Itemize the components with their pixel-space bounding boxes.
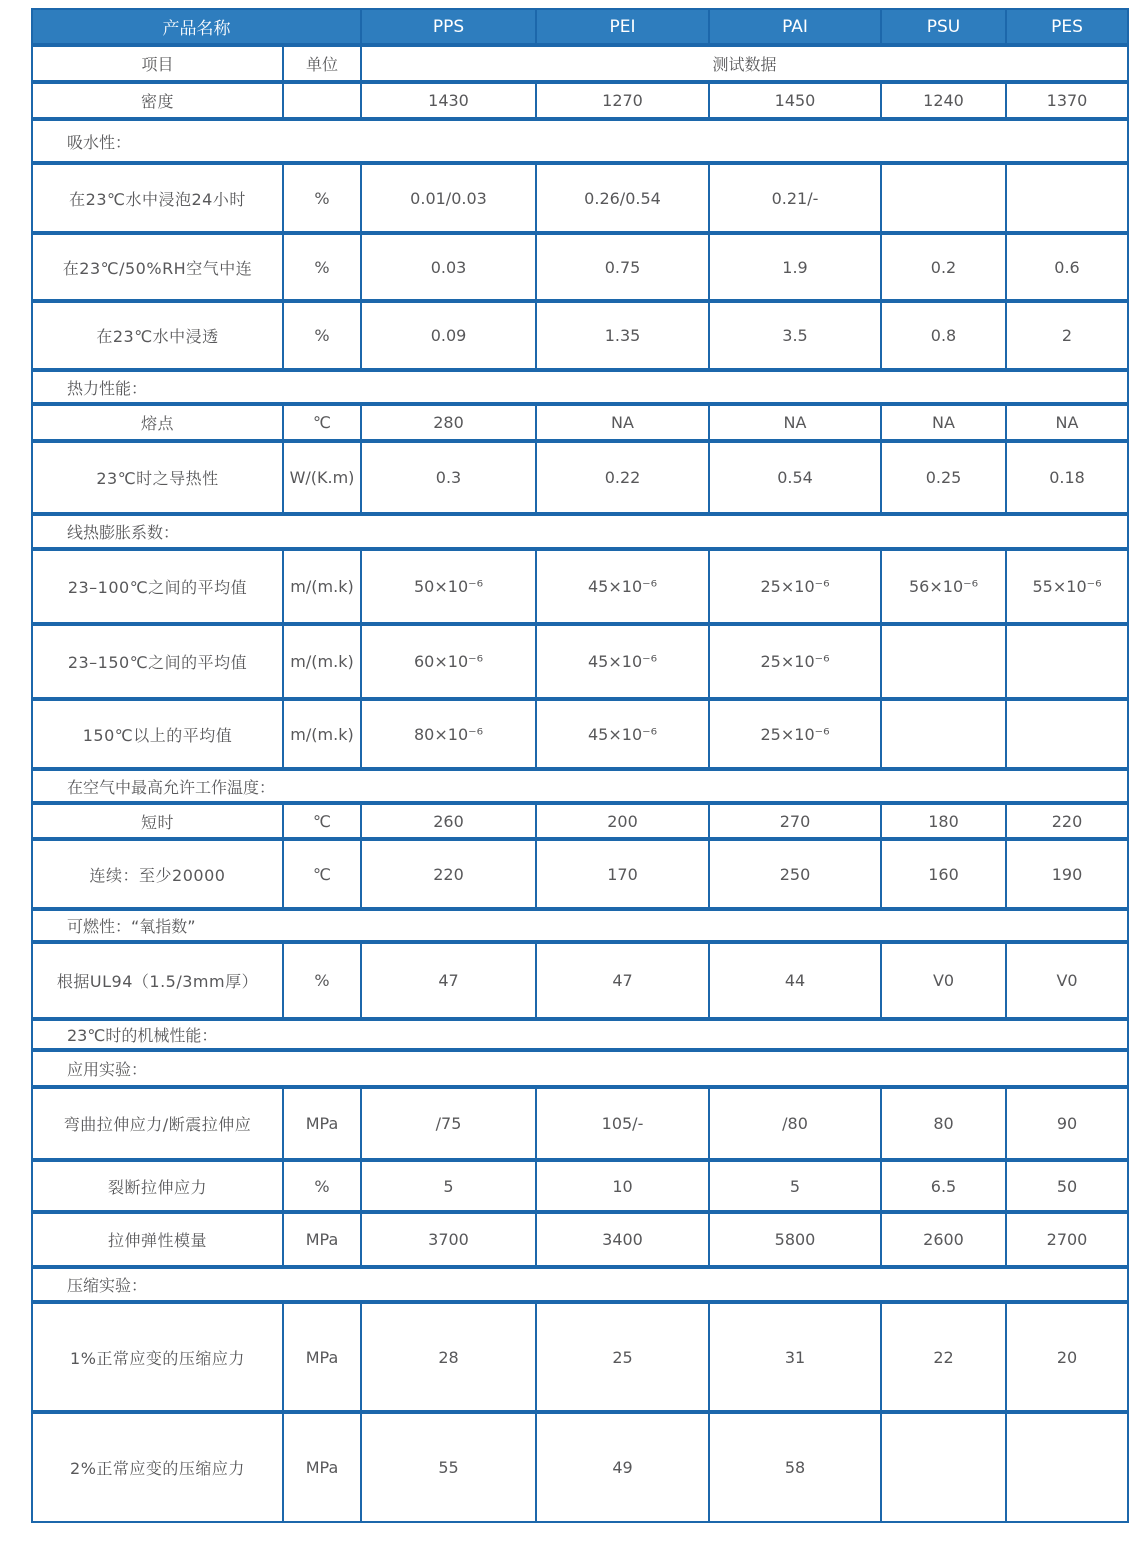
value-cell: 1450 [709,82,881,119]
table-row [32,1087,1128,1160]
value-cell: 1240 [881,82,1006,119]
unit-cell: ℃ [283,803,361,839]
section-row [32,769,1128,803]
value-cell [881,624,1006,699]
value-cell: 45×10⁻⁶ [536,699,709,769]
value-cell: 25×10⁻⁶ [709,549,881,624]
value-cell: 60×10⁻⁶ [361,624,536,699]
section-row [32,514,1128,549]
value-cell [881,1412,1006,1522]
value-cell: 0.6 [1006,233,1128,301]
value-cell: 2600 [881,1212,1006,1267]
value-cell: 58 [709,1412,881,1522]
section-label: 23℃时的机械性能： [32,1019,1128,1050]
section-label: 线热膨胀系数： [32,514,1128,549]
unit-cell: ℃ [283,839,361,909]
value-cell: 50 [1006,1160,1128,1212]
section-label: 热力性能： [32,370,1128,404]
value-cell: 3400 [536,1212,709,1267]
section-row [32,370,1128,404]
section-label: 压缩实验： [32,1267,1128,1302]
value-cell: V0 [1006,942,1128,1019]
value-cell: 1.35 [536,301,709,370]
unit-cell: MPa [283,1087,361,1160]
value-cell: 44 [709,942,881,1019]
value-cell: /80 [709,1087,881,1160]
table-row [32,82,1128,119]
value-cell: 0.21/- [709,163,881,233]
column-header-psu: PSU [881,9,1006,45]
value-cell: 47 [361,942,536,1019]
value-cell: NA [1006,404,1128,441]
table-row [32,1160,1128,1212]
value-cell: 55 [361,1412,536,1522]
value-cell: 180 [881,803,1006,839]
table-row [32,1212,1128,1267]
row-label: 熔点 [32,404,283,441]
table-row [32,699,1128,769]
value-cell: 170 [536,839,709,909]
table-row [32,942,1128,1019]
table-row [32,624,1128,699]
value-cell: 0.54 [709,441,881,514]
value-cell: 0.09 [361,301,536,370]
value-cell: 1270 [536,82,709,119]
value-cell [1006,699,1128,769]
table-row [32,839,1128,909]
unit-cell: % [283,942,361,1019]
section-label: 在空气中最高允许工作温度： [32,769,1128,803]
value-cell: 1370 [1006,82,1128,119]
value-cell: 260 [361,803,536,839]
value-cell: 55×10⁻⁶ [1006,549,1128,624]
value-cell: NA [536,404,709,441]
section-row [32,909,1128,942]
value-cell: 45×10⁻⁶ [536,549,709,624]
column-header-pai: PAI [709,9,881,45]
value-cell: 0.26/0.54 [536,163,709,233]
table-row [32,233,1128,301]
value-cell: 47 [536,942,709,1019]
value-cell: 250 [709,839,881,909]
value-cell: 80 [881,1087,1006,1160]
row-label: 在23℃水中浸泡24小时 [32,163,283,233]
value-cell: /75 [361,1087,536,1160]
value-cell: 31 [709,1302,881,1412]
unit-cell [283,82,361,119]
value-cell: 0.8 [881,301,1006,370]
value-cell: NA [881,404,1006,441]
value-cell: 0.22 [536,441,709,514]
value-cell: 6.5 [881,1160,1006,1212]
value-cell: 5 [361,1160,536,1212]
value-cell: 0.2 [881,233,1006,301]
subheader-test-data: 测试数据 [361,45,1128,82]
value-cell: 25×10⁻⁶ [709,699,881,769]
value-cell: 1430 [361,82,536,119]
value-cell: 0.01/0.03 [361,163,536,233]
unit-cell: % [283,1160,361,1212]
table-row [32,1412,1128,1522]
value-cell: 0.3 [361,441,536,514]
value-cell: 2 [1006,301,1128,370]
table-row [32,1302,1128,1412]
column-header-pei: PEI [536,9,709,45]
subheader-item: 项目 [32,45,283,82]
unit-cell: m/(m.k) [283,699,361,769]
table-row [32,301,1128,370]
row-label: 2%正常应变的压缩应力 [32,1412,283,1522]
value-cell: 3.5 [709,301,881,370]
row-label: 150℃以上的平均值 [32,699,283,769]
value-cell: 1.9 [709,233,881,301]
unit-cell: MPa [283,1212,361,1267]
row-label: 拉伸弹性模量 [32,1212,283,1267]
unit-cell: ℃ [283,404,361,441]
section-label: 可燃性：“氧指数” [32,909,1128,942]
column-header-pps: PPS [361,9,536,45]
value-cell: 220 [1006,803,1128,839]
row-label: 密度 [32,82,283,119]
value-cell: 190 [1006,839,1128,909]
value-cell: 220 [361,839,536,909]
value-cell: 20 [1006,1302,1128,1412]
value-cell: NA [709,404,881,441]
value-cell: 45×10⁻⁶ [536,624,709,699]
value-cell: 50×10⁻⁶ [361,549,536,624]
row-label: 23–150℃之间的平均值 [32,624,283,699]
material-properties-table [31,8,1129,1523]
unit-cell: % [283,233,361,301]
value-cell: 200 [536,803,709,839]
row-label: 根据UL94（1.5/3mm厚） [32,942,283,1019]
value-cell: V0 [881,942,1006,1019]
header-row [32,9,1128,45]
value-cell: 25×10⁻⁶ [709,624,881,699]
value-cell: 160 [881,839,1006,909]
value-cell [1006,163,1128,233]
table-row [32,404,1128,441]
value-cell: 5800 [709,1212,881,1267]
table-row [32,803,1128,839]
value-cell: 22 [881,1302,1006,1412]
section-label: 应用实验： [32,1050,1128,1087]
row-label: 弯曲拉伸应力/断震拉伸应 [32,1087,283,1160]
unit-cell: m/(m.k) [283,624,361,699]
value-cell: 25 [536,1302,709,1412]
row-label: 短时 [32,803,283,839]
value-cell: 280 [361,404,536,441]
row-label: 连续：至少20000 [32,839,283,909]
value-cell: 10 [536,1160,709,1212]
value-cell: 56×10⁻⁶ [881,549,1006,624]
value-cell: 0.18 [1006,441,1128,514]
value-cell [1006,1412,1128,1522]
table-row [32,163,1128,233]
value-cell: 5 [709,1160,881,1212]
value-cell [1006,624,1128,699]
value-cell: 105/- [536,1087,709,1160]
value-cell: 28 [361,1302,536,1412]
value-cell: 0.25 [881,441,1006,514]
section-row [32,119,1128,163]
row-label: 23℃时之导热性 [32,441,283,514]
column-header-pes: PES [1006,9,1128,45]
column-header-product-name: 产品名称 [32,9,361,45]
value-cell [881,163,1006,233]
unit-cell: m/(m.k) [283,549,361,624]
row-label: 在23℃水中浸透 [32,301,283,370]
unit-cell: MPa [283,1302,361,1412]
unit-cell: % [283,163,361,233]
value-cell: 0.75 [536,233,709,301]
unit-cell: W/(K.m) [283,441,361,514]
section-row [32,1050,1128,1087]
row-label: 裂断拉伸应力 [32,1160,283,1212]
value-cell: 270 [709,803,881,839]
row-label: 1%正常应变的压缩应力 [32,1302,283,1412]
unit-cell: MPa [283,1412,361,1522]
table-row [32,549,1128,624]
table-row [32,441,1128,514]
value-cell: 80×10⁻⁶ [361,699,536,769]
value-cell: 3700 [361,1212,536,1267]
value-cell [881,699,1006,769]
subheader-unit: 单位 [283,45,361,82]
value-cell: 0.03 [361,233,536,301]
value-cell: 2700 [1006,1212,1128,1267]
section-row [32,1267,1128,1302]
value-cell: 49 [536,1412,709,1522]
row-label: 在23℃/50%RH空气中连 [32,233,283,301]
value-cell: 90 [1006,1087,1128,1160]
section-row [32,1019,1128,1050]
subheader-row [32,45,1128,82]
row-label: 23–100℃之间的平均值 [32,549,283,624]
unit-cell: % [283,301,361,370]
section-label: 吸水性： [32,119,1128,163]
